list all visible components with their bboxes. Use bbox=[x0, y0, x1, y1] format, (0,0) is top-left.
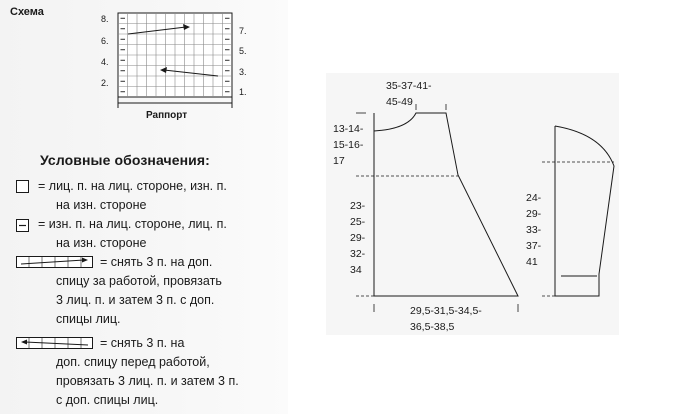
legend-title: Условные обозначения: bbox=[40, 152, 210, 168]
legend-item-3-line-2: спицу за работой, провязать bbox=[56, 274, 222, 288]
row-number-4: 4. bbox=[101, 57, 109, 67]
scheme-title: Схема bbox=[10, 6, 44, 18]
bottom-width-line-2: 36,5-38,5 bbox=[410, 321, 455, 333]
row-number-5: 5. bbox=[239, 46, 247, 56]
legend-item-4-line-4: с доп. спицы лиц. bbox=[56, 393, 159, 407]
row-number-7: 7. bbox=[239, 26, 247, 36]
body-height-line-1: 23- bbox=[350, 200, 366, 212]
sleeve-length-line-5: 41 bbox=[526, 256, 538, 268]
legend-item-4-line-3: провязать 3 лиц. п. и затем 3 п. bbox=[56, 374, 239, 388]
sleeve-length-line-1: 24- bbox=[526, 192, 542, 204]
sleeve-outline bbox=[555, 126, 614, 296]
sleeve-length-line-4: 37- bbox=[526, 240, 542, 252]
neck-width-line-1: 35-37-41- bbox=[386, 80, 432, 92]
legend-item-3-line-1: = снять 3 п. на доп. bbox=[100, 255, 213, 269]
legend-item-3-line-4: спицы лиц. bbox=[56, 312, 121, 326]
body-height-line-4: 32- bbox=[350, 248, 366, 260]
sleeve-length-line-2: 29- bbox=[526, 208, 542, 220]
legend-item-2-line-1: = изн. п. на лиц. стороне, лиц. п. bbox=[38, 217, 227, 231]
legend-item-4-line-2: доп. спицу перед работой, bbox=[56, 355, 210, 369]
repeat-label: Раппорт bbox=[146, 110, 188, 121]
row-number-2: 2. bbox=[101, 78, 109, 88]
row-number-3: 3. bbox=[239, 67, 247, 77]
body-height-line-5: 34 bbox=[350, 264, 362, 276]
sleeve-length-line-3: 33- bbox=[526, 224, 542, 236]
neck-width-line-2: 45-49 bbox=[386, 96, 413, 108]
legend-item-1-line-2: на изн. стороне bbox=[56, 198, 147, 212]
armhole-height-line-2: 15-16- bbox=[333, 139, 364, 151]
armhole-height-line-3: 17 bbox=[333, 155, 345, 167]
legend-item-3-line-3: 3 лиц. п. и затем 3 п. с доп. bbox=[56, 293, 215, 307]
row-number-8: 8. bbox=[101, 14, 109, 24]
body-height-line-3: 29- bbox=[350, 232, 366, 244]
legend-item-2-line-2: на изн. стороне bbox=[56, 236, 147, 250]
armhole-height-line-1: 13-14- bbox=[333, 123, 364, 135]
row-number-6: 6. bbox=[101, 36, 109, 46]
front-piece-outline bbox=[374, 113, 518, 296]
legend-item-1-line-1: = лиц. п. на лиц. стороне, изн. п. bbox=[38, 179, 227, 193]
body-height-line-2: 25- bbox=[350, 216, 366, 228]
legend-item-4-line-1: = снять 3 п. на bbox=[100, 336, 185, 350]
bottom-width-line-1: 29,5-31,5-34,5- bbox=[410, 305, 482, 317]
row-number-1: 1. bbox=[239, 87, 247, 97]
